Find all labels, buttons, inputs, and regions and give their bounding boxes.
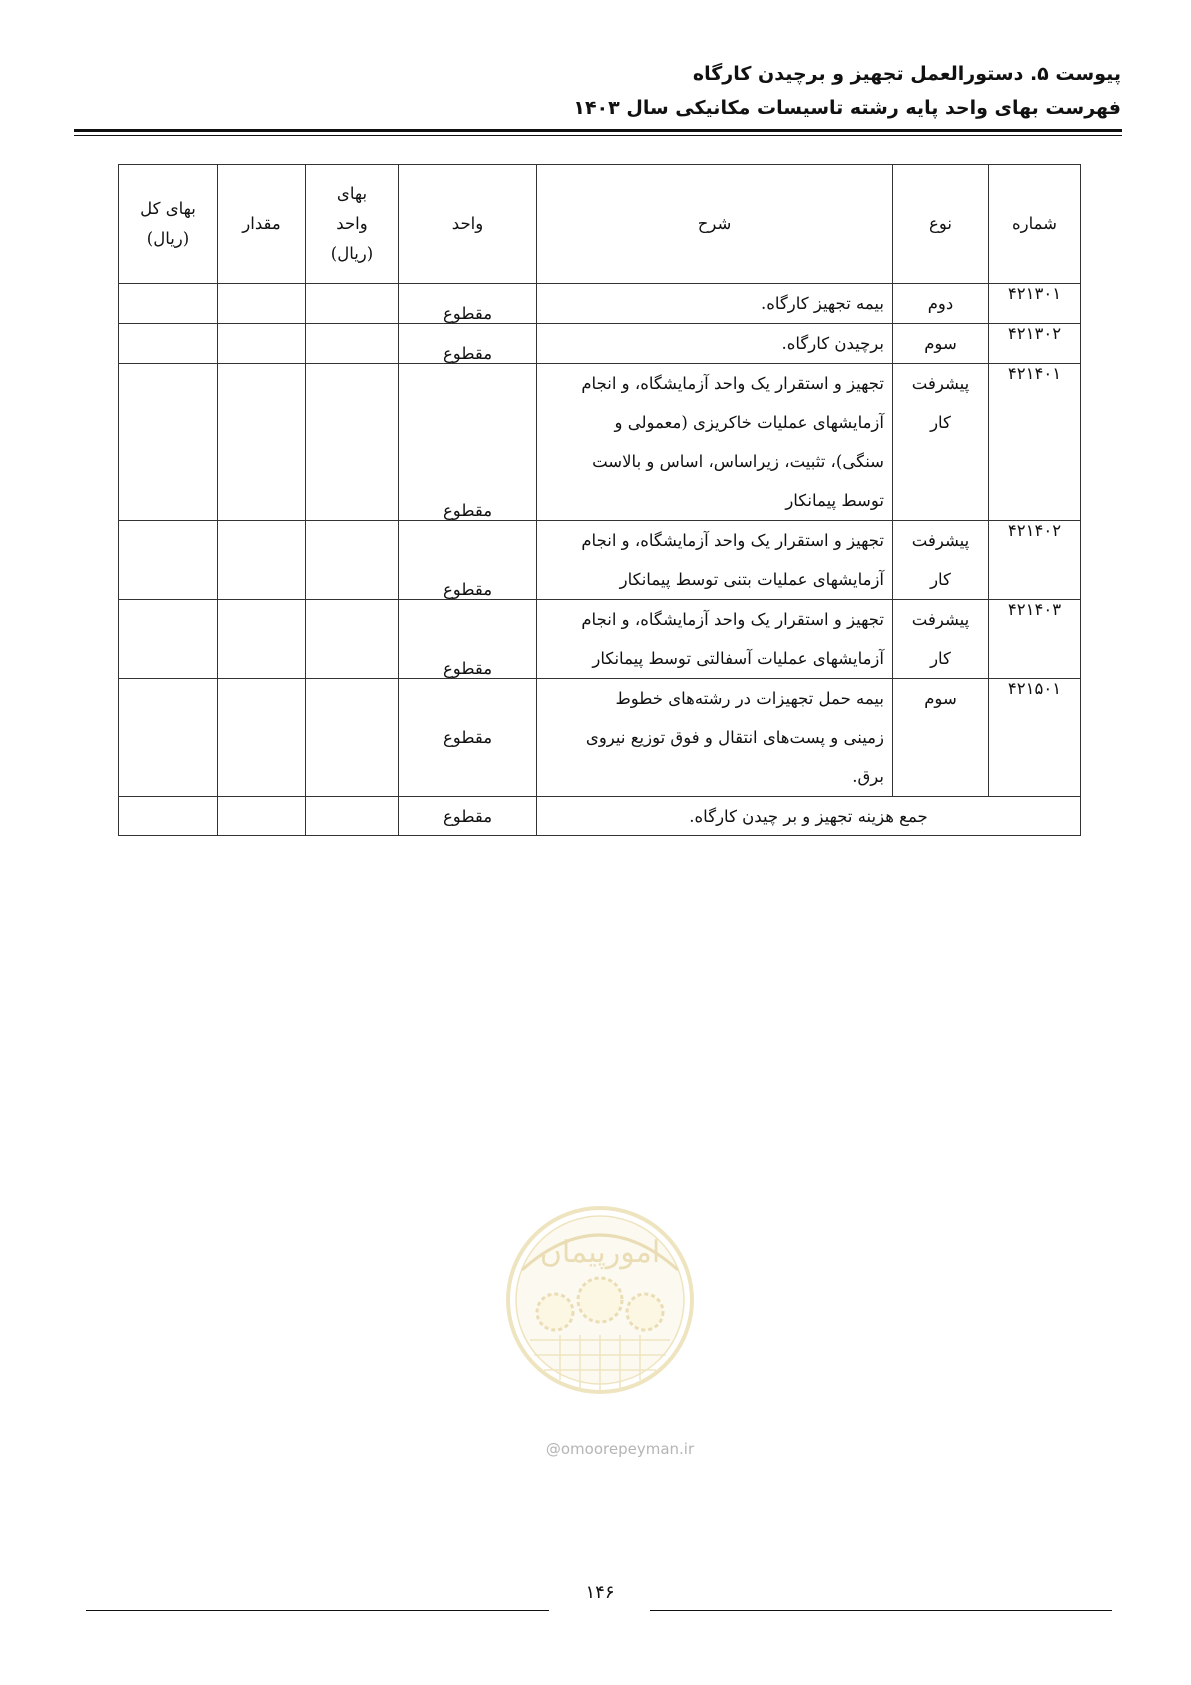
item-number: ۴۲۱۳۰۱ <box>989 284 1081 324</box>
item-type-line: کار <box>930 649 951 668</box>
item-quantity[interactable] <box>218 284 306 324</box>
footer-rule-left <box>86 1610 549 1611</box>
header-rule-thin <box>74 135 1122 136</box>
item-total-price[interactable] <box>119 600 218 679</box>
header-title: پیوست ۵. دستورالعمل تجهیز و برچیدن کارگاه <box>692 63 1121 85</box>
item-total-price[interactable] <box>119 521 218 600</box>
table-row <box>119 284 1081 324</box>
item-unit: مقطوع <box>399 284 537 324</box>
description-line: بیمه حمل تجهیزات در رشته‌های خطوط <box>615 689 884 708</box>
col-header-description: شرح <box>537 165 893 284</box>
summary-total-price[interactable] <box>119 797 218 836</box>
item-description <box>537 600 893 679</box>
description-line: سنگی)، تثبیت، زیراساس، اساس و بالاست <box>592 452 884 471</box>
item-unit-price[interactable] <box>306 521 399 600</box>
summary-unit-price[interactable] <box>306 797 399 836</box>
item-type <box>893 600 989 679</box>
description-line: آزمایشهای عملیات بتنی توسط پیمانکار <box>619 570 884 589</box>
col-header-type: نوع <box>893 165 989 284</box>
gear-icon <box>578 1278 622 1322</box>
item-type-line: پیشرفت <box>911 610 970 629</box>
item-description <box>537 521 893 600</box>
table-row <box>119 364 1081 521</box>
table-row <box>119 679 1081 797</box>
item-unit: مقطوع <box>399 600 537 679</box>
item-type-line: پیشرفت <box>911 374 970 393</box>
item-unit: مقطوع <box>399 679 537 797</box>
summary-quantity[interactable] <box>218 797 306 836</box>
col-header-unit: واحد <box>399 165 537 284</box>
header-rule-thick <box>74 129 1122 132</box>
item-description <box>537 364 893 521</box>
item-number: ۴۲۱۳۰۲ <box>989 324 1081 364</box>
item-unit-price[interactable] <box>306 324 399 364</box>
col-header-quantity: مقدار <box>218 165 306 284</box>
table-header-row <box>119 165 1081 284</box>
item-total-price[interactable] <box>119 324 218 364</box>
col-header-unit-price-line: بهای <box>336 184 368 203</box>
item-type-line: پیشرفت <box>911 531 970 550</box>
col-header-total-price-line: بهای کل <box>140 199 196 218</box>
table-row <box>119 521 1081 600</box>
item-type: دوم <box>893 284 989 324</box>
page-number: ۱۴۶ <box>585 1582 615 1603</box>
item-number: ۴۲۱۴۰۲ <box>989 521 1081 600</box>
summary-row <box>119 797 1081 836</box>
item-description: برچیدن کارگاه. <box>537 324 893 364</box>
footer-rule-right <box>650 1610 1112 1611</box>
item-type-line: کار <box>930 413 951 432</box>
gear-icon <box>537 1294 573 1330</box>
item-total-price[interactable] <box>119 679 218 797</box>
description-line: تجهیز و استقرار یک واحد آزمایشگاه، و انجام <box>581 531 884 550</box>
table-row <box>119 600 1081 679</box>
item-unit: مقطوع <box>399 521 537 600</box>
watermark-url: @omoorepeyman.ir <box>545 1440 695 1458</box>
item-description: بیمه تجهیز کارگاه. <box>537 284 893 324</box>
col-header-total-price <box>119 165 218 284</box>
item-unit-price[interactable] <box>306 600 399 679</box>
summary-label: جمع هزینه تجهیز و بر چیدن کارگاه. <box>537 797 1081 836</box>
item-unit-price[interactable] <box>306 364 399 521</box>
item-number: ۴۲۱۴۰۳ <box>989 600 1081 679</box>
description-line: تجهیز و استقرار یک واحد آزمایشگاه، و انجام <box>581 374 884 393</box>
col-header-number: شماره <box>989 165 1081 284</box>
item-number: ۴۲۱۵۰۱ <box>989 679 1081 797</box>
item-quantity[interactable] <box>218 679 306 797</box>
description-line: برق. <box>852 767 884 786</box>
item-unit-price[interactable] <box>306 679 399 797</box>
item-description <box>537 679 893 797</box>
page-header <box>573 60 1121 123</box>
watermark-logo-text: امورپیمان <box>539 1235 661 1270</box>
watermark-logo <box>500 1200 700 1440</box>
description-line: آزمایشهای عملیات آسفالتی توسط پیمانکار <box>592 649 884 668</box>
description-line: آزمایشهای عملیات خاکریزی (معمولی و <box>614 413 884 432</box>
col-header-unit-price-line: واحد <box>336 214 368 233</box>
table-row <box>119 324 1081 364</box>
col-header-unit-price-line: (ریال) <box>330 244 374 263</box>
item-type: سوم <box>893 679 989 797</box>
col-header-unit-price <box>306 165 399 284</box>
item-total-price[interactable] <box>119 284 218 324</box>
col-header-total-price-line: (ریال) <box>146 229 190 248</box>
price-list-table <box>118 164 1081 836</box>
item-unit: مقطوع <box>399 364 537 521</box>
item-quantity[interactable] <box>218 600 306 679</box>
item-unit: مقطوع <box>399 324 537 364</box>
description-line: تجهیز و استقرار یک واحد آزمایشگاه، و انجام <box>581 610 884 629</box>
description-line: توسط پیمانکار <box>785 491 884 510</box>
item-type: سوم <box>893 324 989 364</box>
description-line: زمینی و پست‌های انتقال و فوق توزیع نیروی <box>585 728 884 747</box>
gear-icon <box>627 1294 663 1330</box>
item-unit-price[interactable] <box>306 284 399 324</box>
item-number: ۴۲۱۴۰۱ <box>989 364 1081 521</box>
item-type-line: کار <box>930 570 951 589</box>
item-quantity[interactable] <box>218 364 306 521</box>
item-type <box>893 364 989 521</box>
summary-unit: مقطوع <box>399 797 537 836</box>
header-subtitle: فهرست بهای واحد پایه رشته تاسیسات مکانیکی سال ۱۴۰۳ <box>573 97 1121 119</box>
item-quantity[interactable] <box>218 324 306 364</box>
item-quantity[interactable] <box>218 521 306 600</box>
item-total-price[interactable] <box>119 364 218 521</box>
item-type <box>893 521 989 600</box>
